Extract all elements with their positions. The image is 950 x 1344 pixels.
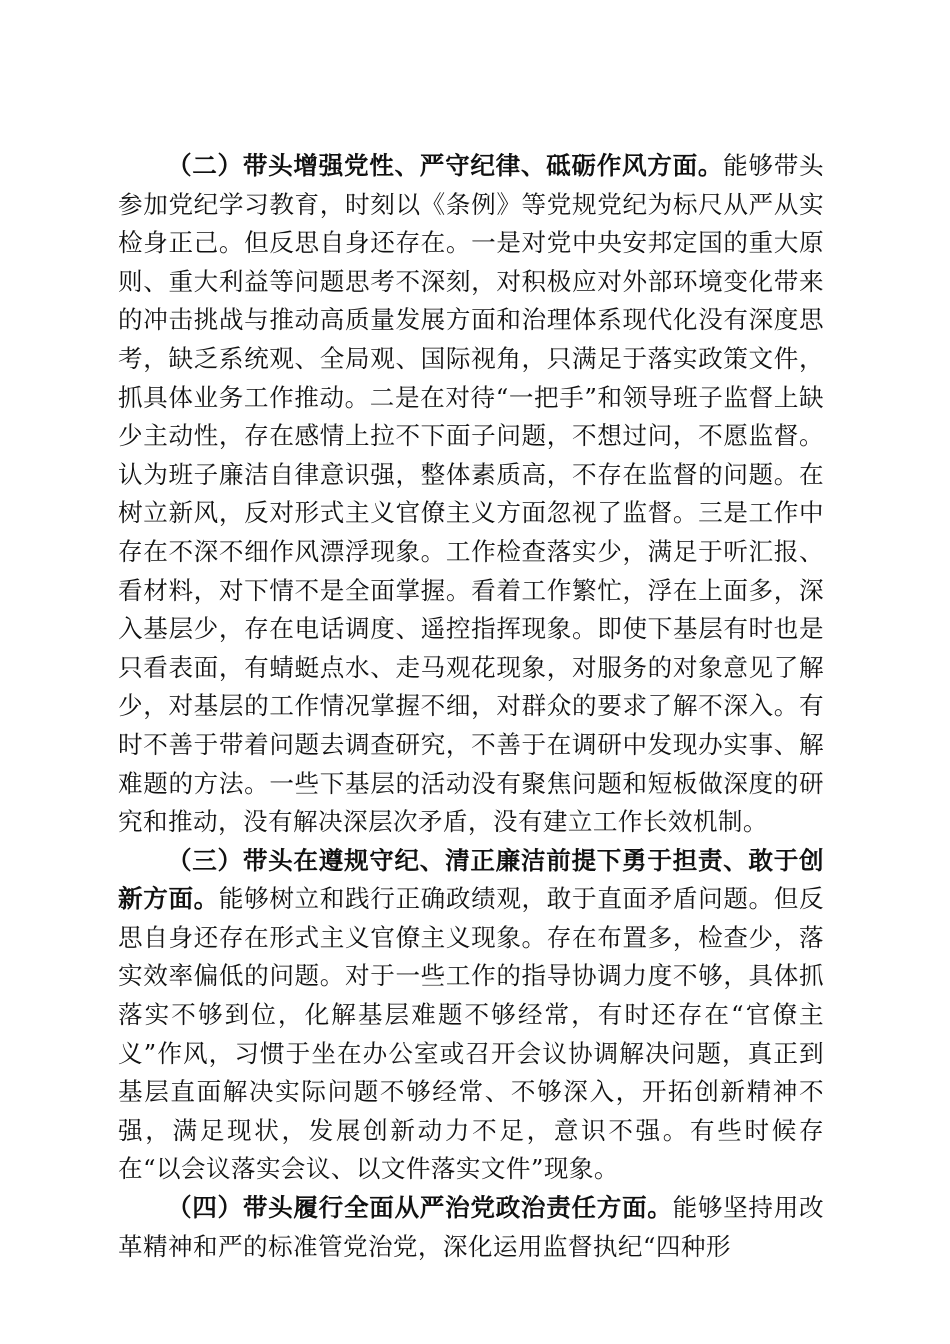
section-4-body: 能够坚持用改革精神和严的标准管党治党，深化运用监督执纪“四种形 [118,1193,824,1261]
section-2-heading: （二）带头增强党性、严守纪律、砥砺作风方面。 [167,151,724,180]
paragraph-section-2 [118,147,824,842]
paragraph-section-4 [118,1189,824,1266]
document-body [118,147,824,1266]
section-2-body: 能够带头参加党纪学习教育，时刻以《条例》等党规党纪为标尺从严从实检身正己。但反思自身还存在。一是对党中央安邦定国的重大原则、重大利益等问题思考不深刻，对积极应对外部环境变化带来的冲击挑战与推动高质量发展方面和治理体系现代化没有深度思考，缺乏系统观、全局观、国际视角，只满足于落实政策文件，抓具体业务工作推动。二是在对待“一把手”和领导班子监督上缺少主动性，存在感情上拉不下面子问题，不想过问，不愿监督。认为班子廉洁自律意识强，整体素质高，不存在监督的问题。在树立新风，反对形式主义官僚主义方面忽视了监督。三是工作中存在不深不细作风漂浮现象。工作检查落实少，满足于听汇报、看材料，对下情不是全面掌握。看着工作繁忙，浮在上面多，深入基层少，存在电话调度、遥控指挥现象。即使下基层有时也是只看表面，有蜻蜓点水、走马观花现象，对服务的对象意见了解少，对基层的工作情况掌握不细，对群众的要求了解不深入。有时不善于带着问题去调查研究，不善于在调研中发现办实事、解难题的方法。一些下基层的活动没有聚焦问题和短板做深度的研究和推动，没有解决深层次矛盾，没有建立工作长效机制。 [118,151,824,837]
section-3-heading: （三）带头在遵规守纪、清正廉洁前提下勇于担责、敢于创新方面。 [118,845,824,914]
section-4-heading: （四）带头履行全面从严治党政治责任方面。 [167,1193,673,1223]
section-3-body: 能够树立和践行正确政绩观，敢于直面矛盾问题。但反思自身还存在形式主义官僚主义现象。存在布置多，检查少，落实效率偏低的问题。对于一些工作的指导协调力度不够，具体抓落实不够到位，化解基层难题不够经常，有时还存在“官僚主义”作风，习惯于坐在办公室或召开会议协调解决问题，真正到基层直面解决实际问题不够经常、不够深入，开拓创新精神不强，满足现状，发展创新动力不足，意识不强。有些时候存在“以会议落实会议、以文件落实文件”现象。 [118,884,824,1184]
paragraph-section-3 [118,842,824,1189]
